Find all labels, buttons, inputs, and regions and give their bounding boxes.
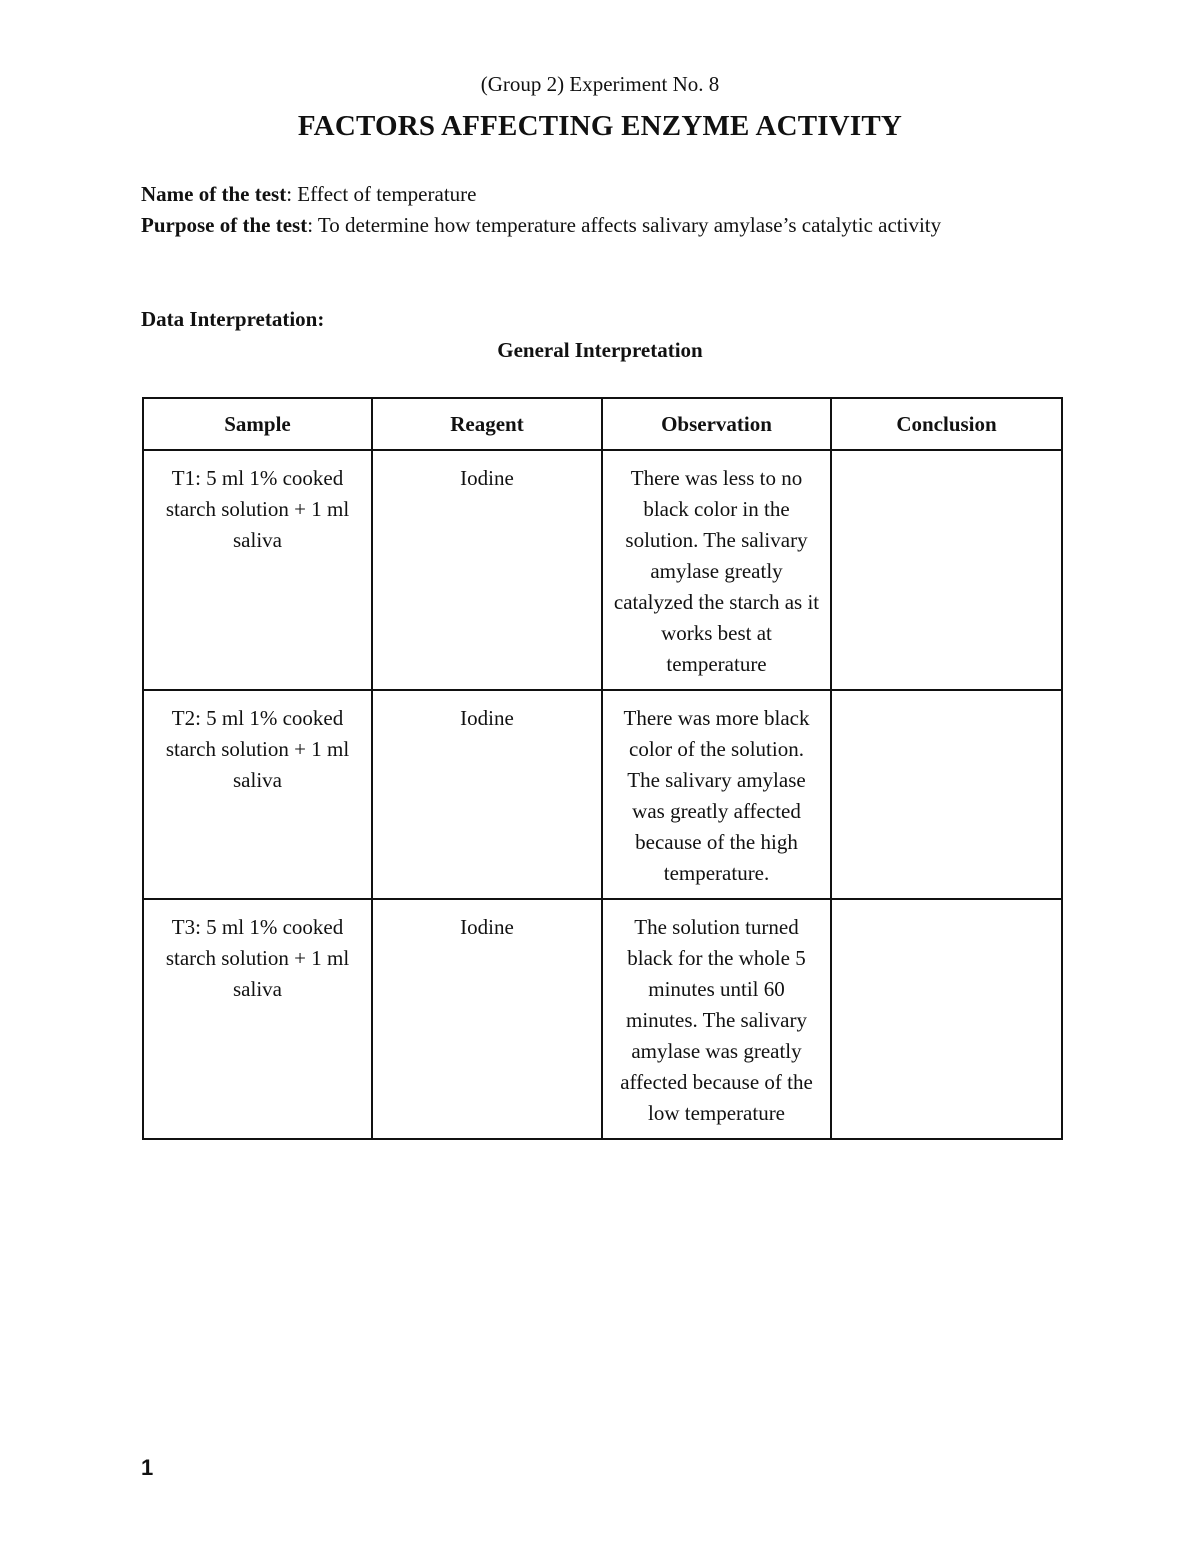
column-header-sample: Sample — [143, 398, 372, 450]
table-row — [143, 899, 1062, 1139]
sample-cell: T2: 5 ml 1% cooked starch solution + 1 ml saliva — [143, 690, 372, 899]
conclusion-cell — [831, 450, 1062, 690]
interpretation-table — [142, 397, 1063, 1140]
page-number: 1 — [141, 1455, 154, 1480]
conclusion-cell — [831, 899, 1062, 1139]
test-purpose-line — [141, 213, 941, 238]
test-name-label: Name of the test — [141, 182, 287, 206]
observation-cell: There was less to no black color in the solution. The salivary amylase greatly catalyzed the starch as it works best at temperature — [602, 450, 831, 690]
test-name-line — [141, 182, 476, 207]
experiment-subtitle: (Group 2) Experiment No. 8 — [480, 72, 720, 96]
sample-cell: T1: 5 ml 1% cooked starch solution + 1 ml saliva — [143, 450, 372, 690]
table-row — [143, 690, 1062, 899]
document-title: FACTORS AFFECTING ENZYME ACTIVITY — [297, 110, 903, 142]
column-header-conclusion: Conclusion — [831, 398, 1062, 450]
observation-cell: The solution turned black for the whole 5 minutes until 60 minutes. The salivary amylase was greatly affected because of the low temperature — [602, 899, 831, 1139]
column-header-reagent: Reagent — [372, 398, 602, 450]
table-title: General Interpretation — [497, 338, 703, 362]
test-name-value: : Effect of temperature — [286, 182, 477, 206]
reagent-cell: Iodine — [372, 450, 602, 690]
data-interpretation-heading: Data Interpretation: — [141, 307, 325, 331]
test-purpose-value: : To determine how temperature affects salivary amylase’s catalytic activity — [307, 213, 942, 237]
observation-cell: There was more black color of the solution. The salivary amylase was greatly affected because of the high temperature. — [602, 690, 831, 899]
column-header-observation: Observation — [602, 398, 831, 450]
reagent-cell: Iodine — [372, 899, 602, 1139]
table-header-row — [143, 398, 1062, 450]
test-purpose-label: Purpose of the test — [141, 213, 308, 237]
table-row — [143, 450, 1062, 690]
sample-cell: T3: 5 ml 1% cooked starch solution + 1 ml saliva — [143, 899, 372, 1139]
reagent-cell: Iodine — [372, 690, 602, 899]
conclusion-cell — [831, 690, 1062, 899]
